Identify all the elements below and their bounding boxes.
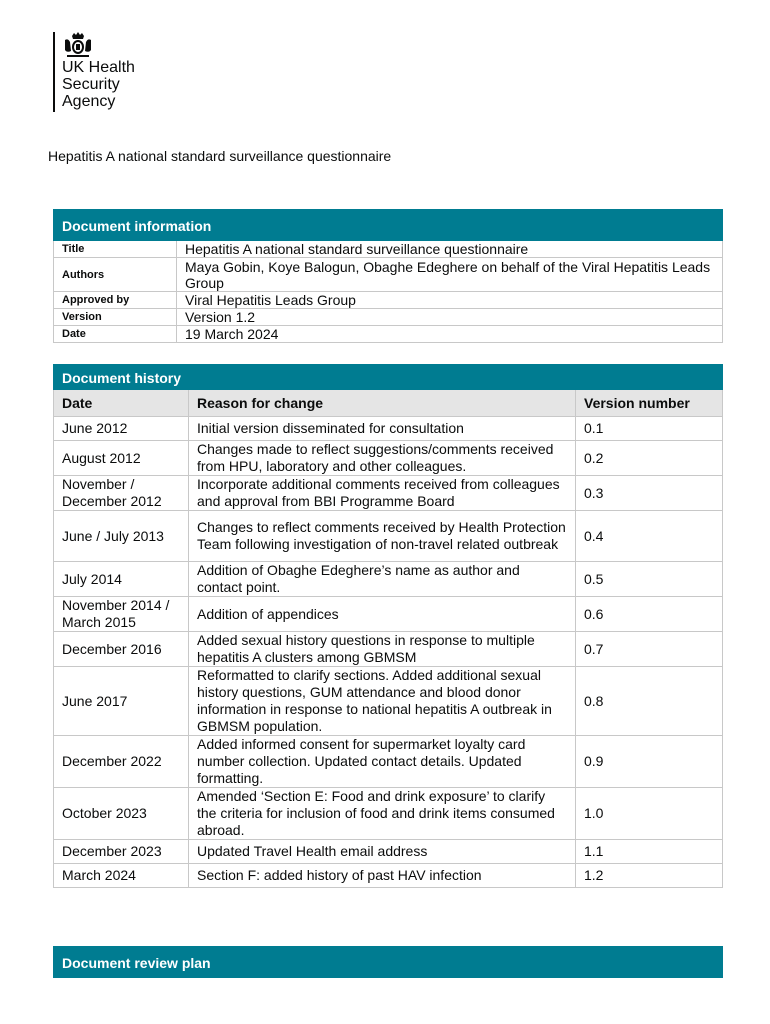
document-history-table [53,364,723,888]
document-information-heading: Document information [54,210,723,241]
agency-name-line-1: UK Health [62,59,135,76]
info-label: Title [54,241,177,258]
document-history-heading: Document history [54,365,723,390]
history-version-cell: 0.4 [576,511,723,562]
history-date-cell: July 2014 [54,562,189,597]
history-date-cell: June 2012 [54,417,189,441]
history-version-cell: 1.0 [576,788,723,840]
info-row-approved-by [54,292,723,309]
history-version-cell: 0.9 [576,736,723,788]
history-version-cell: 0.3 [576,476,723,511]
history-version-cell: 0.5 [576,562,723,597]
history-version-cell: 1.2 [576,864,723,888]
info-label: Approved by [54,292,177,309]
info-label: Authors [54,258,177,292]
royal-crest-icon [61,32,95,58]
info-row-authors [54,258,723,292]
history-header-row [54,390,723,417]
history-version-cell: 1.1 [576,840,723,864]
document-review-plan-table [53,946,723,978]
info-value: Viral Hepatitis Leads Group [177,292,723,309]
agency-name-line-2: Security [62,76,120,93]
history-version-cell: 0.7 [576,632,723,667]
table-row [54,441,723,476]
history-reason-cell: Addition of appendices [189,597,576,632]
history-reason-cell: Amended ‘Section E: Food and drink exposure’ to clarify the criteria for inclusion of food and drink items consumed abroad. [189,788,576,840]
history-reason-cell: Added sexual history questions in response to multiple hepatitis A clusters among GBMSM [189,632,576,667]
document-information-table [53,209,723,343]
info-value: Maya Gobin, Koye Balogun, Obaghe Edeghere on behalf of the Viral Hepatitis Leads Group [177,258,723,292]
history-reason-cell: Changes made to reflect suggestions/comments received from HPU, laboratory and other colleagues. [189,441,576,476]
history-reason-cell: Initial version disseminated for consultation [189,417,576,441]
table-row [54,632,723,667]
history-date-cell: December 2016 [54,632,189,667]
table-row [54,840,723,864]
info-row-version [54,309,723,326]
info-label: Date [54,326,177,343]
table-row [54,476,723,511]
table-row [54,736,723,788]
history-date-cell: June / July 2013 [54,511,189,562]
history-date-cell: December 2023 [54,840,189,864]
history-rows [54,417,723,888]
column-header-date: Date [54,390,189,417]
table-row [54,511,723,562]
agency-name-line-3: Agency [62,93,116,110]
info-value: 19 March 2024 [177,326,723,343]
info-label: Version [54,309,177,326]
table-row [54,864,723,888]
history-date-cell: March 2024 [54,864,189,888]
info-value: Hepatitis A national standard surveillance questionnaire [177,241,723,258]
history-reason-cell: Changes to reflect comments received by Health Protection Team following investigation of non-travel related outbreak [189,511,576,562]
history-version-cell: 0.8 [576,667,723,736]
info-row-date [54,326,723,343]
history-date-cell: December 2022 [54,736,189,788]
history-version-cell: 0.2 [576,441,723,476]
table-row [54,417,723,441]
history-date-cell: August 2012 [54,441,189,476]
document-title: Hepatitis A national standard surveillance questionnaire [48,148,392,164]
history-version-cell: 0.1 [576,417,723,441]
table-row [54,667,723,736]
history-date-cell: October 2023 [54,788,189,840]
table-row [54,788,723,840]
history-reason-cell: Section F: added history of past HAV infection [189,864,576,888]
agency-name [62,59,135,110]
history-date-cell: June 2017 [54,667,189,736]
column-header-version: Version number [576,390,723,417]
history-reason-cell: Incorporate additional comments received from colleagues and approval from BBI Programme Board [189,476,576,511]
column-header-reason: Reason for change [189,390,576,417]
ukhsa-logo [53,32,173,112]
history-reason-cell: Added informed consent for supermarket loyalty card number collection. Updated contact details. Updated formatting. [189,736,576,788]
history-date-cell: November / December 2012 [54,476,189,511]
logo-divider [53,32,55,112]
history-reason-cell: Updated Travel Health email address [189,840,576,864]
info-value: Version 1.2 [177,309,723,326]
table-row [54,597,723,632]
history-version-cell: 0.6 [576,597,723,632]
table-row [54,562,723,597]
document-review-plan-heading: Document review plan [54,947,723,978]
history-date-cell: November 2014 / March 2015 [54,597,189,632]
history-reason-cell: Addition of Obaghe Edeghere’s name as author and contact point. [189,562,576,597]
history-reason-cell: Reformatted to clarify sections. Added additional sexual history questions, GUM attendance and blood donor information in response to national hepatitis A outbreak in GBMSM population. [189,667,576,736]
info-row-title [54,241,723,258]
